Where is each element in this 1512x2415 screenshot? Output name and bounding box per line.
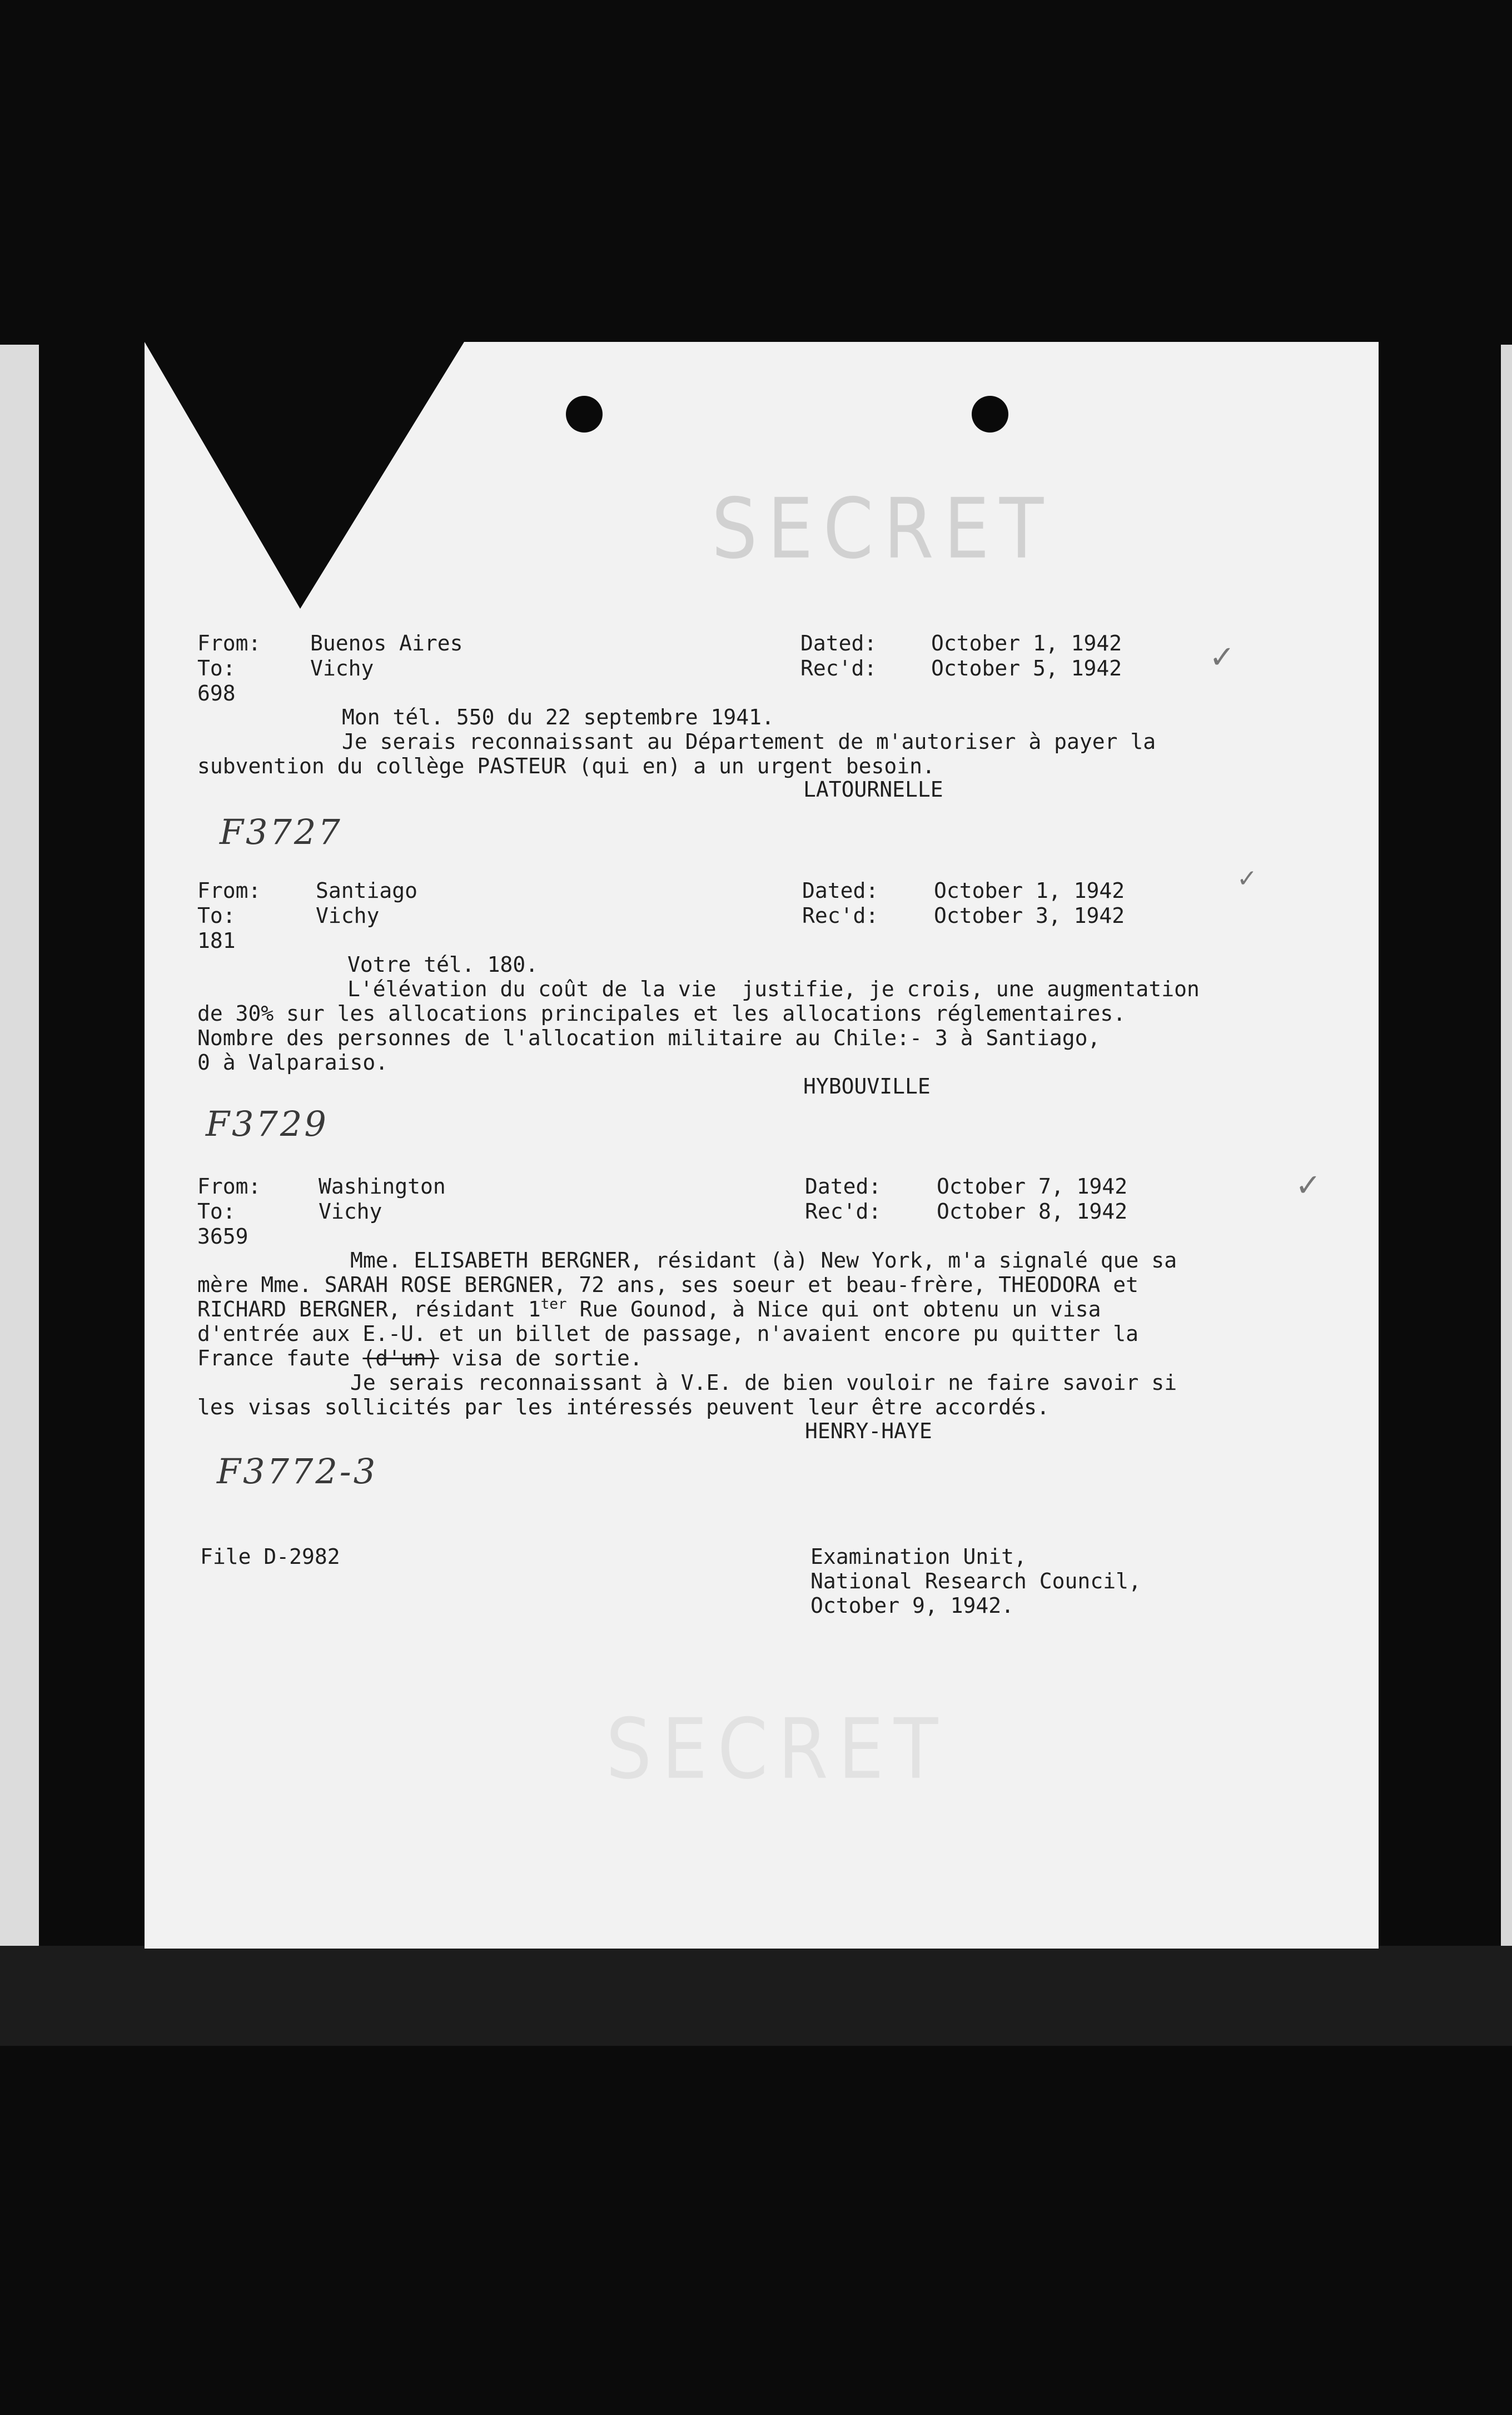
recd-value: October 5, 1942 (931, 656, 1122, 680)
dated-label: Dated: (805, 1174, 882, 1199)
checkmark-icon: ✓ (1237, 864, 1257, 893)
handwritten-reference: F3727 (220, 812, 342, 852)
body-line: de 30% sur les allocations principales et les allocations réglementaires. (197, 1001, 1126, 1026)
body-line-end: visa de sortie. (439, 1346, 643, 1370)
from-label: From: (197, 1174, 261, 1199)
secret-stamp-top: SECRET (712, 480, 1054, 578)
recd-label: Rec'd: (805, 1199, 882, 1224)
adjacent-page-left (0, 345, 39, 1946)
checkmark-icon: ✓ (1295, 1167, 1321, 1204)
dated-label: Dated: (800, 631, 877, 655)
from-value: Santiago (316, 878, 418, 903)
handwritten-reference: F3772-3 (217, 1451, 378, 1492)
to-value: Vichy (319, 1199, 382, 1224)
to-label: To: (197, 903, 236, 928)
body-line: Mon tél. 550 du 22 septembre 1941. (342, 705, 774, 729)
message-number: 181 (197, 928, 236, 953)
signature: HENRY-HAYE (805, 1419, 932, 1443)
body-line: d'entrée aux E.-U. et un billet de passage, n'avaient encore pu quitter la (197, 1321, 1138, 1346)
footer-date: October 9, 1942. (810, 1593, 1014, 1618)
punch-hole-left (566, 396, 603, 433)
handwritten-reference: F3729 (206, 1104, 329, 1144)
body-line: Nombre des personnes de l'allocation militaire au Chile:- 3 à Santiago, (197, 1026, 1101, 1050)
body-line: Mme. ELISABETH BERGNER, résidant (à) New York, m'a signalé que sa (350, 1248, 1177, 1273)
body-line: mère Mme. SARAH ROSE BERGNER, 72 ans, ses soeur et beau-frère, THEODORA et (197, 1273, 1138, 1297)
from-label: From: (197, 878, 261, 903)
body-line: Votre tél. 180. (347, 952, 539, 977)
recd-value: October 3, 1942 (934, 903, 1125, 928)
superscript: ter (540, 1296, 567, 1313)
punch-hole-right (972, 396, 1008, 433)
file-reference: File D-2982 (200, 1544, 340, 1569)
recd-label: Rec'd: (800, 656, 877, 680)
footer-unit: Examination Unit, (810, 1544, 1027, 1569)
dated-value: October 7, 1942 (937, 1174, 1128, 1199)
from-value: Buenos Aires (310, 631, 463, 655)
adjacent-page-right (1501, 345, 1512, 1946)
body-line: Je serais reconnaissant à V.E. de bien vouloir ne faire savoir si (350, 1370, 1177, 1395)
dated-value: October 1, 1942 (934, 878, 1125, 903)
message-number: 3659 (197, 1224, 248, 1249)
signature: HYBOUVILLE (803, 1074, 931, 1099)
footer-council: National Research Council, (810, 1569, 1141, 1593)
body-line (197, 1346, 643, 1370)
dated-label: Dated: (802, 878, 879, 903)
secret-stamp-bottom: SECRET (606, 1700, 948, 1798)
body-line: les visas sollicités par les intéressés peuvent leur être accordés. (197, 1395, 1050, 1419)
to-value: Vichy (316, 903, 380, 928)
to-label: To: (197, 1199, 236, 1224)
struck-text: (d'un) (362, 1346, 439, 1370)
body-line (197, 1297, 1101, 1321)
recd-value: October 8, 1942 (937, 1199, 1128, 1224)
body-line-start: RICHARD BERGNER, résidant 1 (197, 1297, 541, 1321)
from-label: From: (197, 631, 261, 655)
dated-value: October 1, 1942 (931, 631, 1122, 655)
message-number: 698 (197, 681, 236, 705)
to-label: To: (197, 656, 236, 680)
to-value: Vichy (310, 656, 374, 680)
body-line-start: France faute (197, 1346, 363, 1370)
signature: LATOURNELLE (803, 777, 943, 802)
film-band (0, 1946, 1512, 2046)
from-value: Washington (319, 1174, 446, 1199)
body-line: subvention du collège PASTEUR (qui en) a un urgent besoin. (197, 754, 935, 778)
body-line: L'élévation du coût de la vie justifie, je crois, une augmentation (347, 977, 1200, 1001)
body-line: 0 à Valparaiso. (197, 1050, 389, 1075)
body-line-end: Rue Gounod, à Nice qui ont obtenu un visa (566, 1297, 1101, 1321)
checkmark-icon: ✓ (1209, 639, 1235, 675)
body-line: Je serais reconnaissant au Département de m'autoriser à payer la (342, 729, 1156, 754)
recd-label: Rec'd: (802, 903, 879, 928)
